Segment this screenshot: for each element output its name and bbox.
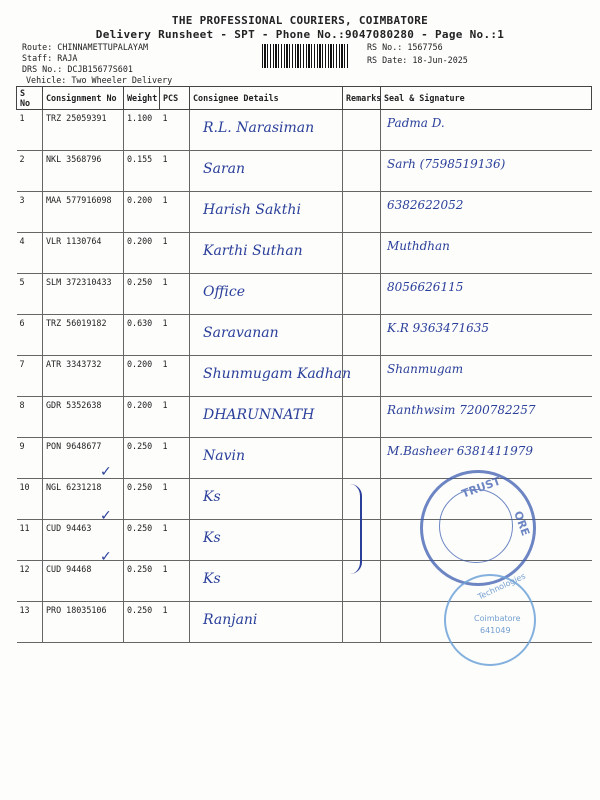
row-weight — [124, 315, 160, 356]
row-consignment — [43, 397, 124, 438]
stamp-trust-word: TRUST — [459, 474, 503, 501]
col-sno: S No — [17, 87, 43, 110]
rs-date: RS Date: 18-Jun-2025 — [367, 55, 468, 65]
row-weight — [124, 192, 160, 233]
row-consignee — [190, 479, 343, 520]
consignee-handwriting: DHARUNNATH — [203, 407, 315, 423]
row-pcs — [160, 356, 190, 397]
row-sno — [17, 274, 43, 315]
signature-handwriting: Muthdhan — [387, 239, 450, 253]
row-sno: 7 — [19, 359, 25, 369]
checkmark-icon: ✓ — [100, 464, 112, 480]
row-remarks — [343, 233, 381, 274]
row-weight: 0.200 — [127, 400, 153, 410]
row-pcs — [160, 274, 190, 315]
row-pcs — [160, 110, 190, 151]
table-row — [17, 315, 592, 356]
row-consignment — [43, 233, 124, 274]
table-row — [17, 274, 592, 315]
row-weight: 0.250 — [127, 605, 153, 615]
row-weight: 0.200 — [127, 195, 153, 205]
row-consignee — [190, 438, 343, 479]
row-consignment — [43, 110, 124, 151]
row-sno: 4 — [19, 236, 25, 246]
row-remarks — [343, 438, 381, 479]
row-sno — [17, 520, 43, 561]
row-pcs: 1 — [162, 523, 168, 533]
row-weight — [124, 438, 160, 479]
row-consignee — [190, 110, 343, 151]
row-signature — [381, 192, 592, 233]
row-pcs — [160, 315, 190, 356]
row-weight: 0.200 — [127, 236, 153, 246]
row-weight — [124, 274, 160, 315]
row-consignment: CUD 94468 — [46, 564, 92, 574]
row-weight: 0.250 — [127, 482, 153, 492]
row-sno — [17, 151, 43, 192]
row-weight: 0.250 — [127, 523, 153, 533]
table-row — [17, 356, 592, 397]
row-pcs: 1 — [162, 113, 168, 123]
row-pcs — [160, 192, 190, 233]
row-weight — [124, 356, 160, 397]
row-sno: 1 — [19, 113, 25, 123]
row-consignment: ATR 3343732 — [46, 359, 102, 369]
row-sno — [17, 315, 43, 356]
row-consignment: NKL 3568796 — [46, 154, 102, 164]
consignee-handwriting: R.L. Narasiman — [203, 120, 315, 136]
row-consignment: TRZ 56019182 — [46, 318, 107, 328]
checkmark-icon: ✓ — [100, 508, 112, 524]
stamp-city: Coimbatore — [474, 614, 521, 623]
drs-number: DRS No.: DCJB15677S601 — [22, 64, 133, 74]
signature-handwriting: 8056626115 — [387, 280, 464, 294]
stamp-side-word: ORE — [511, 509, 533, 538]
row-consignment: GDR 5352638 — [46, 400, 102, 410]
row-pcs: 1 — [162, 154, 168, 164]
row-consignee — [190, 151, 343, 192]
row-signature — [381, 151, 592, 192]
row-consignment — [43, 274, 124, 315]
row-consignee — [190, 192, 343, 233]
row-weight — [124, 479, 160, 520]
row-consignee — [190, 520, 343, 561]
signature-handwriting: Shanmugam — [387, 362, 464, 376]
row-sno — [17, 233, 43, 274]
row-consignment: CUD 94463 — [46, 523, 92, 533]
bracket-mark — [346, 484, 362, 574]
table-row — [17, 192, 592, 233]
row-remarks — [343, 274, 381, 315]
col-consignee: Consignee Details — [190, 87, 343, 110]
row-weight — [124, 520, 160, 561]
row-weight — [124, 233, 160, 274]
row-consignee — [190, 561, 343, 602]
row-pcs: 1 — [162, 441, 168, 451]
row-consignment — [43, 356, 124, 397]
col-pcs: PCS — [160, 87, 190, 110]
runsheet-subtitle: Delivery Runsheet - SPT - Phone No.:9047080280 - Page No.:1 — [95, 28, 505, 41]
row-pcs: 1 — [162, 277, 168, 287]
row-weight — [124, 110, 160, 151]
row-weight: 1.100 — [127, 113, 153, 123]
row-sno — [17, 602, 43, 643]
row-consignment — [43, 192, 124, 233]
table-row — [17, 151, 592, 192]
row-consignee — [190, 315, 343, 356]
company-round-stamp — [444, 571, 536, 666]
signature-handwriting: Padma D. — [387, 116, 445, 130]
row-weight — [124, 397, 160, 438]
row-weight: 0.250 — [127, 564, 153, 574]
signature-handwriting: Ranthwsim 7200782257 — [387, 403, 536, 417]
row-sno — [17, 192, 43, 233]
stamp-tech-word: Technologies — [476, 571, 527, 602]
row-sno — [17, 356, 43, 397]
row-pcs: 1 — [162, 359, 168, 369]
row-consignee — [190, 356, 352, 397]
row-weight — [124, 561, 160, 602]
row-sno: 5 — [19, 277, 25, 287]
row-pcs — [160, 479, 190, 520]
row-pcs: 1 — [162, 605, 168, 615]
row-sno — [17, 479, 43, 520]
row-remarks — [343, 110, 381, 151]
row-consignment — [43, 315, 124, 356]
company-title: THE PROFESSIONAL COURIERS, COIMBATORE — [171, 14, 429, 27]
row-consignment: SLM 372310433 — [46, 277, 112, 287]
consignee-handwriting: Harish Sakthi — [203, 202, 301, 218]
trust-seal-stamp — [420, 470, 536, 586]
row-pcs — [160, 233, 190, 274]
row-weight: 0.200 — [127, 359, 153, 369]
row-consignee — [190, 602, 343, 643]
row-signature — [381, 356, 592, 397]
row-weight — [124, 151, 160, 192]
row-sno — [17, 561, 43, 602]
row-signature — [381, 274, 592, 315]
row-pcs: 1 — [162, 195, 168, 205]
row-remarks — [343, 397, 381, 438]
row-pcs: 1 — [162, 400, 168, 410]
row-sno — [17, 438, 43, 479]
col-consignment: Consignment No — [43, 87, 124, 110]
row-consignee — [190, 274, 343, 315]
row-pcs: 1 — [162, 564, 168, 574]
row-consignee — [190, 397, 343, 438]
row-remarks — [343, 192, 381, 233]
row-consignment — [43, 151, 124, 192]
row-weight — [124, 602, 160, 643]
table-row — [17, 233, 592, 274]
row-sno: 11 — [19, 523, 30, 533]
signature-handwriting: M.Basheer 6381411979 — [387, 444, 534, 458]
row-sno — [17, 397, 43, 438]
consignee-handwriting: Ks — [203, 571, 221, 587]
row-pcs — [160, 438, 190, 479]
row-pcs: 1 — [162, 236, 168, 246]
consignee-handwriting: Navin — [203, 448, 245, 464]
row-remarks — [343, 602, 381, 643]
row-sno — [17, 110, 43, 151]
row-pcs — [160, 520, 190, 561]
row-consignment: TRZ 25059391 — [46, 113, 107, 123]
consignee-handwriting: Ks — [203, 489, 221, 505]
staff-label: Staff: RAJA — [22, 53, 78, 63]
checkmark-icon: ✓ — [100, 549, 112, 565]
row-consignment: NGL 6231218 — [46, 482, 102, 492]
row-pcs — [160, 397, 190, 438]
consignee-handwriting: Saravanan — [203, 325, 279, 341]
stamp-pin: 641049 — [480, 626, 511, 635]
table-row — [17, 110, 592, 151]
row-sno: 8 — [19, 400, 25, 410]
row-consignment — [43, 561, 124, 602]
row-sno: 12 — [19, 564, 30, 574]
col-signature: Seal & Signature — [381, 87, 592, 110]
col-weight: Weight — [124, 87, 160, 110]
consignee-handwriting: Saran — [203, 161, 245, 177]
row-pcs — [160, 151, 190, 192]
barcode-image — [262, 44, 350, 68]
row-pcs — [160, 561, 190, 602]
row-remarks — [343, 151, 381, 192]
row-sno: 2 — [19, 154, 25, 164]
row-pcs — [160, 602, 190, 643]
row-sno: 6 — [19, 318, 25, 328]
col-remarks: Remarks — [343, 87, 381, 110]
row-signature — [381, 315, 592, 356]
row-weight: 0.630 — [127, 318, 153, 328]
table-header-row — [17, 87, 592, 110]
row-sno: 9 — [19, 441, 25, 451]
row-consignment: MAA 577916098 — [46, 195, 112, 205]
signature-handwriting: 6382622052 — [387, 198, 464, 212]
row-consignment — [43, 602, 124, 643]
route-label: Route: CHINNAMETTUPALAYAM — [22, 42, 149, 52]
row-pcs: 1 — [162, 482, 168, 492]
row-pcs: 1 — [162, 318, 168, 328]
consignee-handwriting: Ks — [203, 530, 221, 546]
row-remarks — [343, 315, 381, 356]
row-consignment: PON 9648677 — [46, 441, 102, 451]
vehicle-label: Vehicle: Two Wheeler Delivery — [26, 75, 173, 85]
consignee-handwriting: Shunmugam Kadhan — [203, 366, 352, 382]
row-signature — [381, 397, 592, 438]
row-consignee — [190, 233, 343, 274]
table-row — [17, 397, 592, 438]
row-consignment: PRO 18035106 — [46, 605, 107, 615]
row-consignment: VLR 1130764 — [46, 236, 102, 246]
consignee-handwriting: Ranjani — [203, 612, 258, 628]
rs-number: RS No.: 1567756 — [367, 42, 443, 52]
row-signature — [381, 110, 592, 151]
row-weight: 0.250 — [127, 441, 153, 451]
row-weight: 0.155 — [127, 154, 153, 164]
row-sno: 10 — [19, 482, 30, 492]
row-sno: 13 — [19, 605, 30, 615]
row-signature — [381, 233, 592, 274]
row-weight: 0.250 — [127, 277, 153, 287]
signature-handwriting: Sarh (7598519136) — [387, 157, 506, 171]
row-sno: 3 — [19, 195, 25, 205]
consignee-handwriting: Karthi Suthan — [203, 243, 303, 259]
signature-handwriting: K.R 9363471635 — [387, 321, 489, 335]
consignee-handwriting: Office — [203, 284, 245, 300]
